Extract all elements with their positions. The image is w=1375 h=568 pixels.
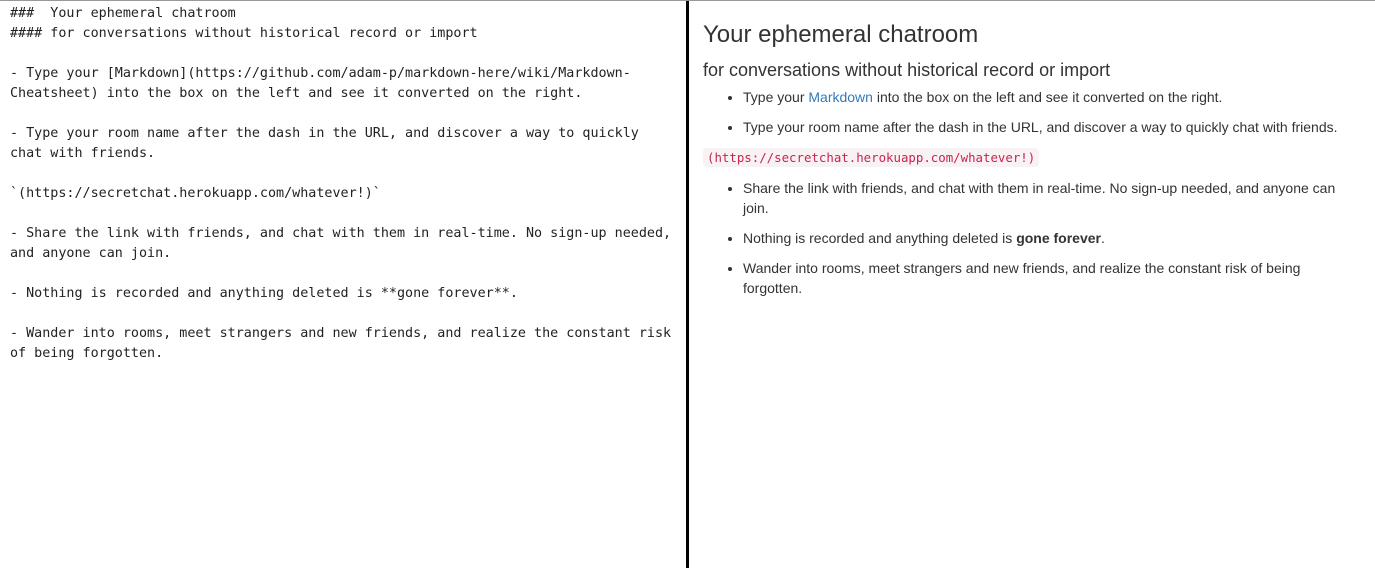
preview-subheading: for conversations without historical record or import — [703, 60, 1111, 80]
list-item-text: . — [1101, 230, 1105, 246]
list-item-text: Nothing is recorded and anything deleted is — [743, 230, 1017, 246]
list-item: • Wander into rooms, meet strangers and new friends, and realize the constant risk of being forgotten. — [743, 258, 1361, 298]
preview-list-top — [703, 87, 1361, 137]
preview-heading: Your ephemeral chatroom — [703, 21, 979, 48]
list-item-text: into the box on the left and see it converted on the right. — [872, 89, 1223, 105]
preview-code-paragraph — [703, 147, 1361, 168]
list-item — [743, 228, 1361, 248]
list-item — [743, 87, 1361, 107]
list-item: • Type your room name after the dash in the URL, and discover a way to quickly chat with friends. — [743, 117, 1361, 137]
markdown-preview — [689, 1, 1375, 568]
bold-text: gone forever — [1016, 230, 1101, 246]
markdown-link[interactable]: Markdown — [808, 89, 873, 105]
preview-list-bottom — [703, 178, 1361, 298]
room-url-code: (https://secretchat.herokuapp.com/whatever!) — [703, 148, 1039, 167]
markdown-editor[interactable] — [0, 1, 686, 568]
list-item: • Share the link with friends, and chat with them in real-time. No sign-up needed, and anyone can join. — [743, 178, 1361, 218]
list-item-text: Type your — [743, 89, 809, 105]
